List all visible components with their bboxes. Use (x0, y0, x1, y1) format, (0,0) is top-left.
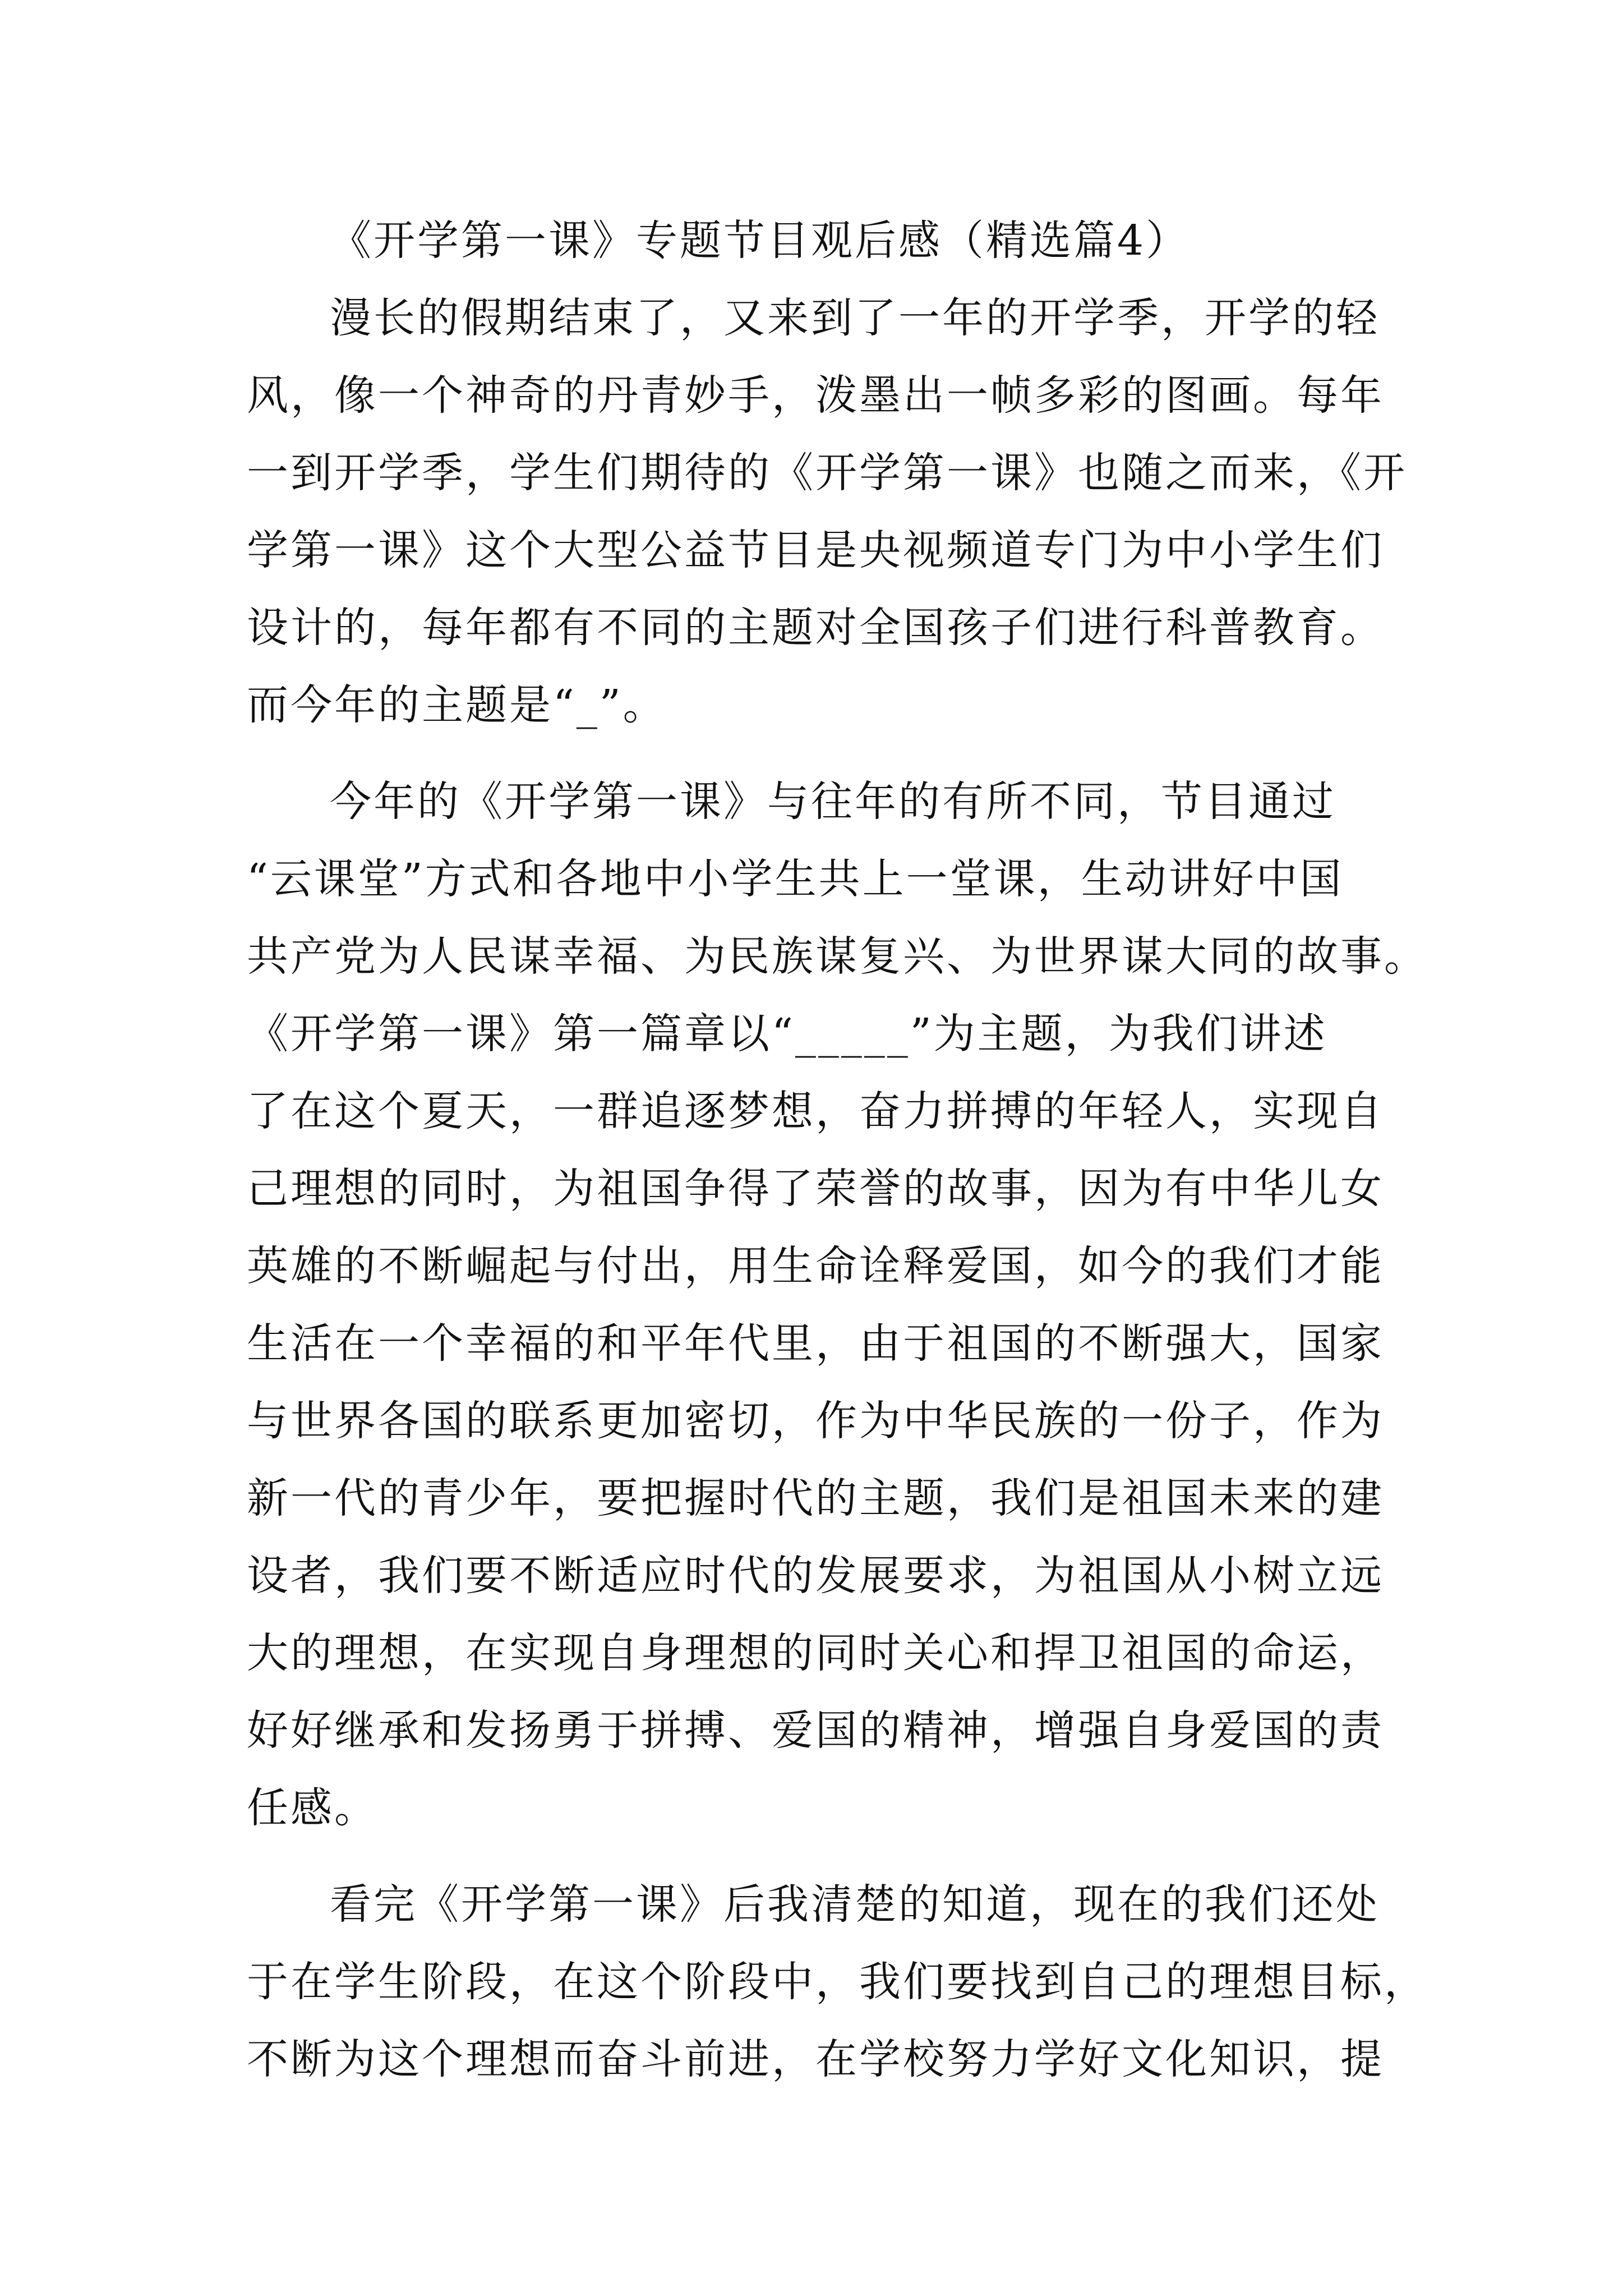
paragraph-line: 风，像一个神奇的丹青妙手，泼墨出一帧多彩的图画。每年 (247, 371, 1384, 420)
paragraph-spacer (247, 1847, 1391, 1866)
paragraph-line: 了在这个夏天，一群追逐梦想，奋力拼搏的年轻人，实现自 (247, 1087, 1384, 1135)
paragraph-line: 设计的，每年都有不同的主题对全国孩子们进行科普教育。 (247, 604, 1384, 652)
document-body (247, 202, 1428, 2098)
paragraph-line: 设者，我们要不断适应时代的发展要求，为祖国从小树立远 (247, 1552, 1384, 1600)
paragraph-3 (247, 1866, 1428, 2098)
paragraph-line: 今年的《开学第一课》与往年的有所不同，节目通过 (330, 777, 1336, 826)
paragraph-line: 共产党为人民谋幸福、为民族谋复兴、为世界谋大同的故事。 (247, 932, 1428, 981)
paragraph-line: 己理想的同时，为祖国争得了荣誉的故事，因为有中华儿女 (247, 1165, 1384, 1213)
paragraph-line: 学第一课》这个大型公益节目是央视频道专门为中小学生们 (247, 526, 1384, 574)
paragraph-line: “云课堂”方式和各地中小学生共上一堂课，生动讲好中国 (247, 855, 1344, 903)
paragraph-1 (247, 279, 1407, 744)
paragraph-line: 任感。 (247, 1784, 378, 1832)
paragraph-line: 漫长的假期结束了，又来到了一年的开学季，开学的轻 (330, 294, 1380, 342)
paragraph-line: 新一代的青少年，要把握时代的主题，我们是祖国未来的建 (247, 1474, 1384, 1522)
paragraph-line: 而今年的主题是“_”。 (247, 681, 667, 729)
paragraph-line: 不断为这个理想而奋斗前进，在学校努力学好文化知识，提 (247, 2035, 1384, 2083)
paragraph-line: 《开学第一课》第一篇章以“_____”为主题，为我们讲述 (247, 1010, 1327, 1058)
paragraph-2 (247, 763, 1428, 1847)
paragraph-line: 一到开学季，学生们期待的《开学第一课》也随之而来，《开 (247, 449, 1407, 497)
document-title: 《开学第一课》专题节目观后感（精选篇4） (330, 217, 1190, 265)
paragraph-line: 好好继承和发扬勇于拼搏、爱国的精神，增强自身爱国的责 (247, 1706, 1384, 1755)
paragraph-line: 与世界各国的联系更加密切，作为中华民族的一份子，作为 (247, 1397, 1384, 1445)
paragraph-spacer (247, 744, 1391, 763)
paragraph-line: 生活在一个幸福的和平年代里，由于祖国的不断强大，国家 (247, 1319, 1384, 1368)
paragraph-line: 看完《开学第一课》后我清楚的知道，现在的我们还处 (330, 1880, 1380, 1929)
paragraph-line: 大的理想，在实现自身理想的同时关心和捍卫祖国的命运， (247, 1629, 1384, 1677)
paragraph-line: 英雄的不断崛起与付出，用生命诠释爱国，如今的我们才能 (247, 1242, 1384, 1290)
paragraph-line: 于在学生阶段，在这个阶段中，我们要找到自己的理想目标， (247, 1958, 1428, 2006)
